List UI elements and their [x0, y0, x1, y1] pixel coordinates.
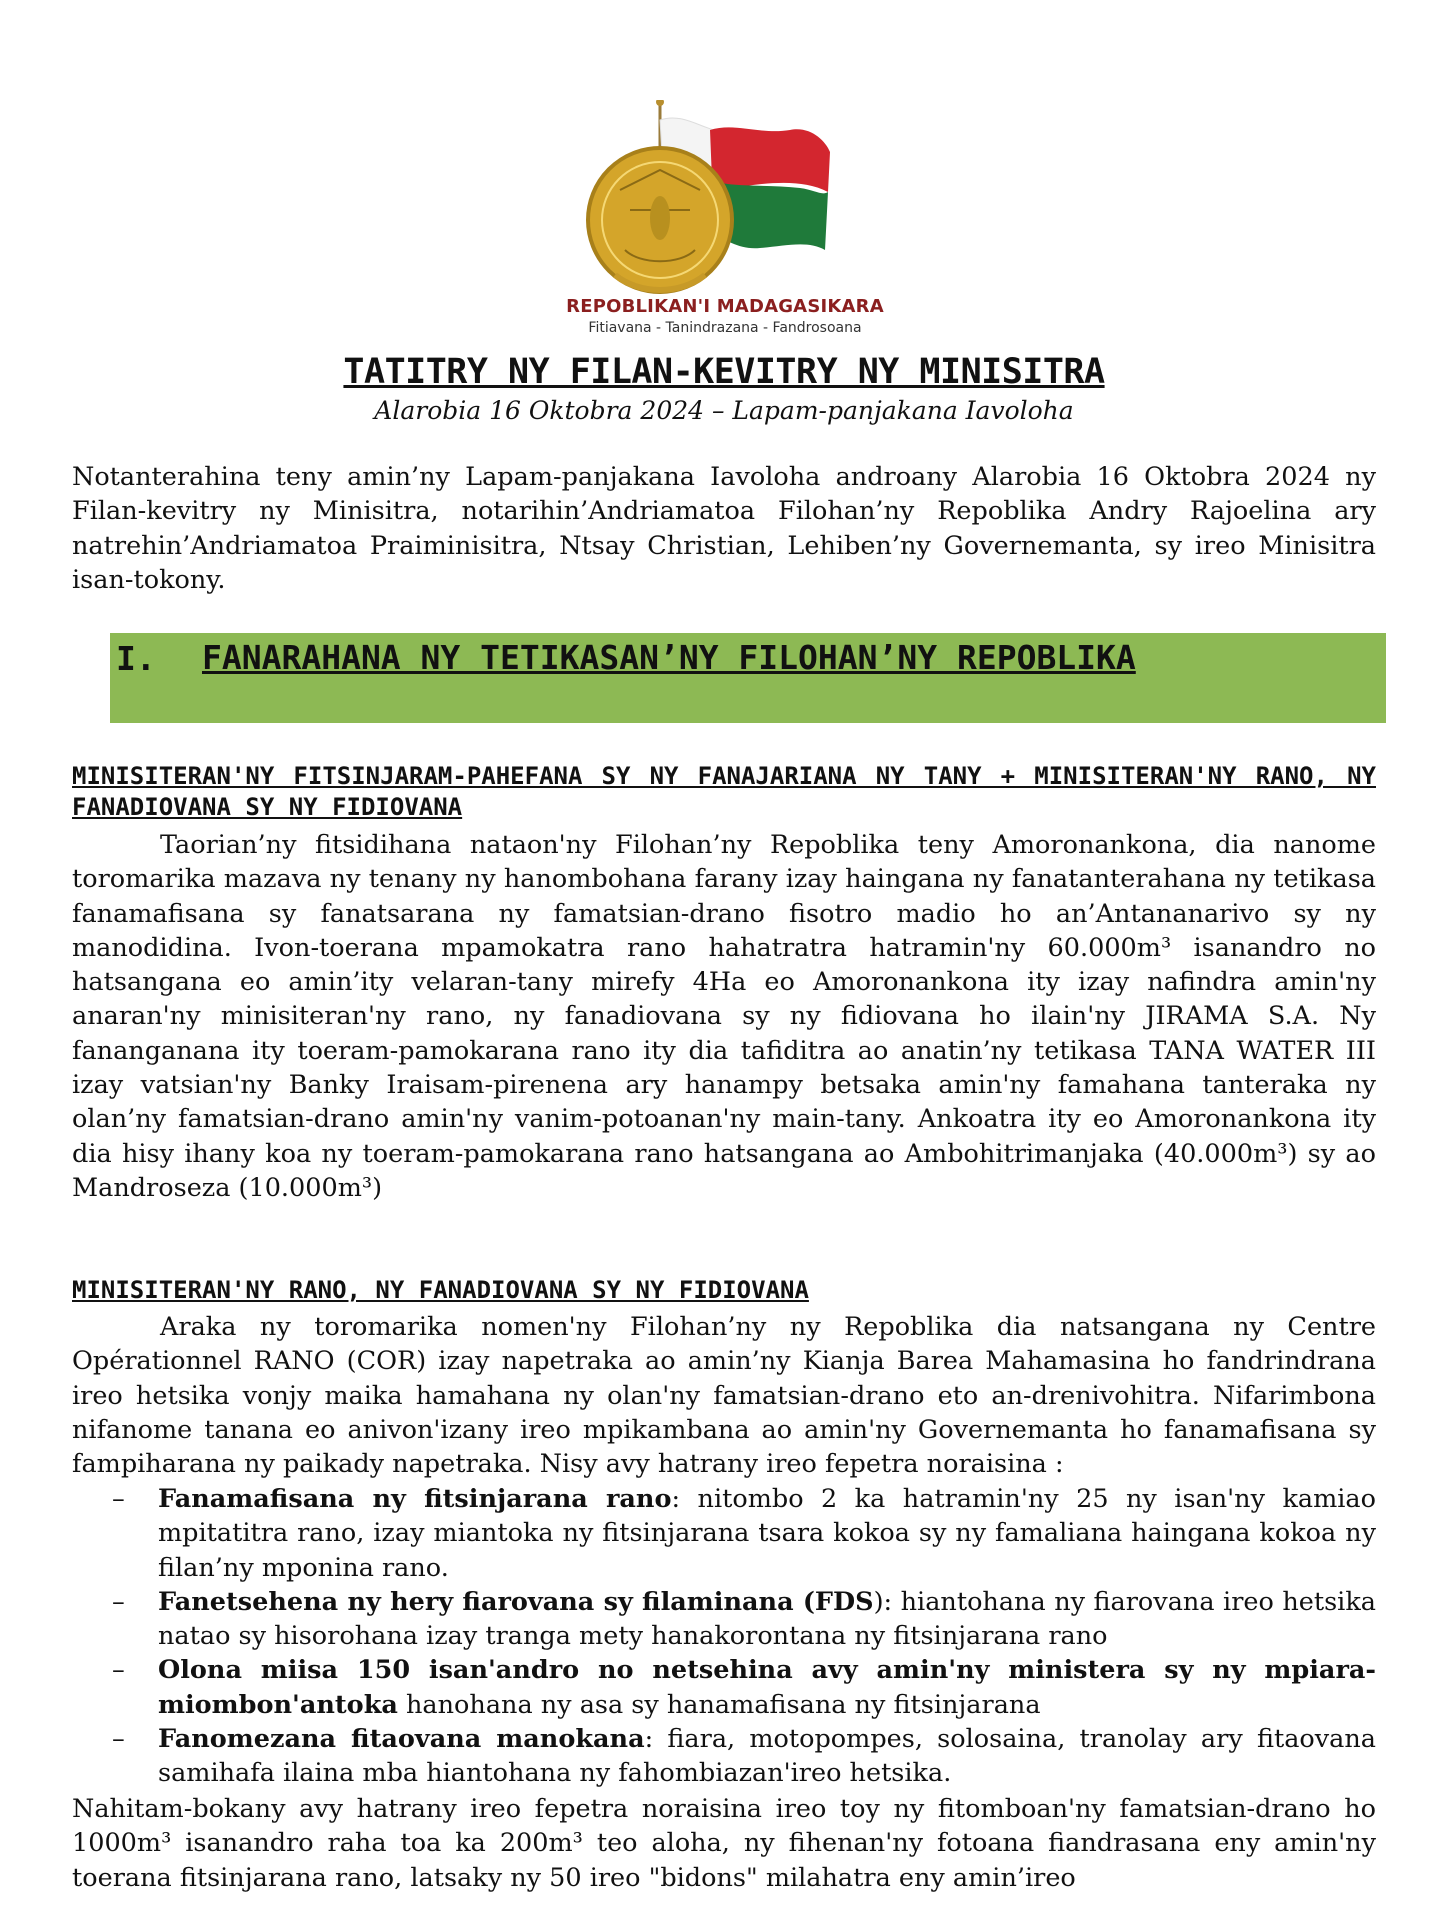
republic-name: REPOBLIKAN'I MADAGASIKARA — [566, 296, 884, 317]
subsection-body: Araka ny toromarika nomen'ny Filohan’ny ny Repoblika dia natsangana ny Centre Opérationnel RANO (COR) izay napetraka ao amin’ny Kianja Barea Mahamasina ho fandrindrana ireo hetsika vonjy maika hamahana ny olan'ny famatsian-drano eto an-drenivohitra. Nifarimbona nifanome tanana eo anivon'izany ireo mpikambana ao amin'ny Governemanta ho fanamafisana sy fampiharana ny paikady napetraka. Nisy avy hatrany ireo fepetra noraisina : — [72, 1312, 1376, 1480]
list-item-text: hanohana ny asa sy hanamafisana ny fitsinjarana — [397, 1689, 1041, 1720]
list-item-bold: Fanetsehena ny hery fiarovana sy filaminana (FDS — [158, 1586, 874, 1617]
subsection-body: Taorian’ny fitsidihana nataon'ny Filohan’ny Repoblika teny Amoronankona, dia nanome toromarika mazava ny tenany ny hanombohana farany izay haingana ny fanatanterahana ny tetikasa fanamafisana sy fanatsarana ny famatsian-drano fisotro madio ho an’Antananarivo sy ny manodidina. Ivon-toerana mpamokatra rano hahatratra hatramin'ny 60.000m³ isanandro no hatsangana eo amin’ity velaran-tany mirefy 4Ha eo Amoronankona ity izay nafindra amin'ny anaran'ny minisiteran'ny rano, ny fanadiovana sy ny fidiovana ho ilain'ny JIRAMA S.A. Ny fananganana ity toeram-pamokarana rano ity dia tafiditra ao anatin’ny tetikasa TANA WATER III izay vatsian'ny Banky Iraisam-pirenena ary hanampy betsaka amin'ny famahana tanteraka ny olan’ny famatsian-drano amin'ny vanim-potoanan'ny main-tany. Ankoatra ity eo Amoronankona ity dia hisy ihany koa ny toeram-pamokarana rano hatsangana ao Ambohitrimanjaka (40.000m³) sy ao Mandroseza (10.000m³) — [72, 830, 1376, 1203]
document-title: TATITRY NY FILAN-KEVITRY NY MINISITRA — [343, 352, 1105, 392]
republic-motto: Fitiavana - Tanindrazana - Fandrosoana — [588, 320, 862, 336]
document-subtitle: Alarobia 16 Oktobra 2024 – Lapam-panjakana Iavoloha — [374, 396, 1074, 425]
list-item-bold: Olona miisa 150 isan'andro no netsehina avy amin'ny ministera sy ny mpiara-miombon'antoka — [158, 1655, 1376, 1720]
list-item-text: ): hiantohana ny fiarovana ireo hetsika natao sy hisorohana izay tranga mety hanakorontana ny fitsinjarana rano — [158, 1586, 1376, 1652]
section-number: I. — [116, 639, 156, 678]
subsection-heading: MINISITERAN'NY RANO, NY FANADIOVANA SY NY FIDIOVANA — [72, 1276, 809, 1304]
list-item — [72, 1482, 1376, 1585]
list-item-text: : nitombo 2 ka hatramin'ny 25 ny isan'ny kamiao mpitatitra rano, izay miantoka ny fitsinjarana tsara kokoa sy ny famaliana haingana kokoa ny filan’ny mponina rano. — [158, 1484, 1376, 1583]
intro-paragraph: Notanterahina teny amin’ny Lapam-panjakana Iavoloha androany Alarobia 16 Oktobra 2024 ny Filan-kevitry ny Minisitra, notarihin’Andriamatoa Filohan’ny Repoblika Andry Rajoelina ary natrehin’Andriamatoa Praiminisitra, Ntsay Christian, Lehiben’ny Governemanta, sy ireo Minisitra isan-tokony. — [72, 462, 1376, 595]
list-item-bold: Fanomezana fitaovana manokana — [158, 1724, 645, 1755]
list-item-text: : fiara, motopompes, solosaina, tranolay ary fitaovana samihafa ilaina mba hiantohana ny fahombiazan'ireo hetsika. — [158, 1724, 1376, 1789]
closing-paragraph: Nahitam-bokany avy hatrany ireo fepetra noraisina ireo toy ny fitomboan'ny famatsian-drano ho 1000m³ isanandro raha toa ka 200m³ teo aloha, ny fihenan'ny fotoana fiandrasana eny amin'ny toerana fitsinjarana rano, latsaky ny 50 ireo "bidons" milahatra eny amin’ireo — [72, 1794, 1376, 1893]
bullet-dash: – — [112, 1586, 125, 1617]
list-item — [72, 1653, 1376, 1722]
bullet-dash: – — [112, 1724, 125, 1755]
bullet-dash: – — [112, 1655, 125, 1686]
section-title: FANARAHANA NY TETIKASAN’NY FILOHAN’NY REPOBLIKA — [202, 638, 1136, 677]
subsection-heading: MINISITERAN'NY FITSINJARAM-PAHEFANA SY NY FANAJARIANA NY TANY + MINISITERAN'NY RANO, NY FANADIOVANA SY NY FIDIOVANA — [72, 762, 1376, 821]
list-item — [72, 1722, 1376, 1791]
list-item-bold: Fanamafisana ny fitsinjarana rano — [158, 1484, 672, 1514]
bullet-dash: – — [112, 1484, 125, 1514]
measures-list — [72, 1482, 1376, 1791]
list-item — [72, 1585, 1376, 1654]
